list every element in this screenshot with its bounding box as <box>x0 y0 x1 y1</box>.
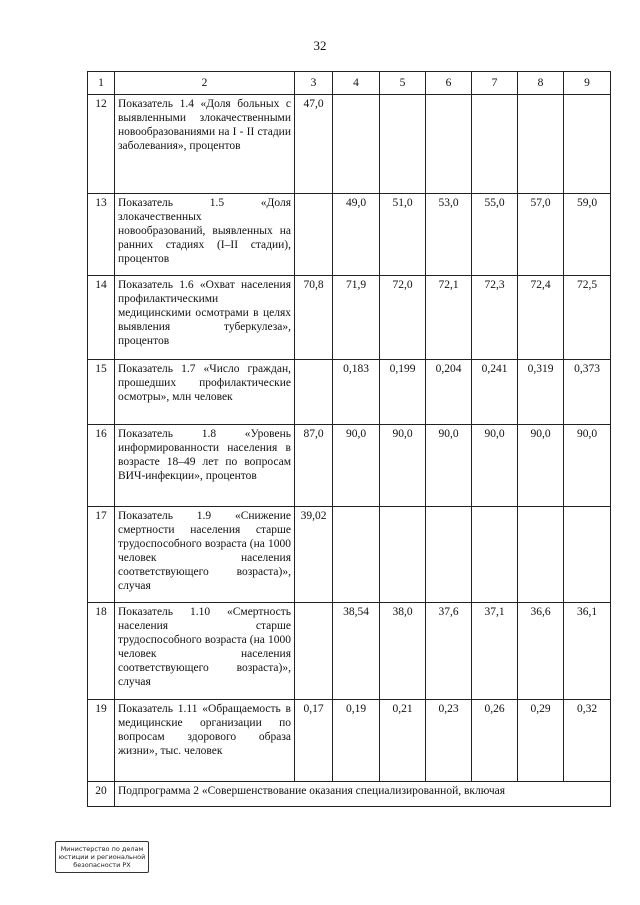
value-col-3 <box>295 603 333 700</box>
value-col-6: 37,6 <box>426 603 472 700</box>
value-col-9: 0,32 <box>564 700 611 782</box>
header-col-2: 2 <box>115 72 295 95</box>
value-col-9: 90,0 <box>564 425 611 507</box>
indicator-description: Показатель 1.11 «Обращаемость в медицинские организации по вопросам здорового образа жизни», тыс. человек <box>115 700 295 782</box>
header-col-6: 6 <box>426 72 472 95</box>
value-col-7 <box>472 507 518 603</box>
value-col-5: 51,0 <box>380 194 426 276</box>
value-col-4: 0,183 <box>333 360 380 425</box>
row-number: 16 <box>88 425 115 507</box>
value-col-3: 0,17 <box>295 700 333 782</box>
header-col-4: 4 <box>333 72 380 95</box>
value-col-4: 49,0 <box>333 194 380 276</box>
header-col-9: 9 <box>564 72 611 95</box>
value-col-7: 55,0 <box>472 194 518 276</box>
subprogram-title: Подпрограмма 2 «Совершенствование оказания специализированной, включая <box>115 782 611 807</box>
value-col-8 <box>518 95 564 194</box>
value-col-6: 0,204 <box>426 360 472 425</box>
indicator-description: Показатель 1.7 «Число граждан, прошедших профилактические осмотры», млн человек <box>115 360 295 425</box>
table-row <box>88 782 611 807</box>
value-col-4: 0,19 <box>333 700 380 782</box>
value-col-7: 90,0 <box>472 425 518 507</box>
indicator-description: Показатель 1.6 «Охват населения профилактическими медицинскими осмотрами в целях выявления туберкулеза», процентов <box>115 276 295 360</box>
table-row <box>88 194 611 276</box>
value-col-4 <box>333 507 380 603</box>
value-col-7 <box>472 95 518 194</box>
table-row <box>88 603 611 700</box>
value-col-6: 53,0 <box>426 194 472 276</box>
indicators-table <box>87 71 611 807</box>
table-row <box>88 700 611 782</box>
row-number: 15 <box>88 360 115 425</box>
value-col-4 <box>333 95 380 194</box>
value-col-5 <box>380 95 426 194</box>
indicator-description: Показатель 1.10 «Смертность населения старше трудоспособного возраста (на 1000 человек населения соответствующего возраста)», случая <box>115 603 295 700</box>
header-col-7: 7 <box>472 72 518 95</box>
value-col-3: 70,8 <box>295 276 333 360</box>
stamp-line: безопасности РХ <box>73 861 131 869</box>
value-col-6 <box>426 95 472 194</box>
value-col-9 <box>564 507 611 603</box>
value-col-9: 0,373 <box>564 360 611 425</box>
value-col-7: 37,1 <box>472 603 518 700</box>
row-number: 17 <box>88 507 115 603</box>
value-col-9: 72,5 <box>564 276 611 360</box>
value-col-7: 72,3 <box>472 276 518 360</box>
value-col-8: 90,0 <box>518 425 564 507</box>
indicator-description: Показатель 1.4 «Доля больных с выявленными злокачественными новообразованиями на I - II стадии заболевания», процентов <box>115 95 295 194</box>
stamp-line: юстиции и региональной <box>58 853 146 861</box>
indicator-description: Показатель 1.9 «Снижение смертности населения старше трудоспособного возраста (на 1000 человек населения соответствующего возраста)», случая <box>115 507 295 603</box>
indicator-description: Показатель 1.5 «Доля злокачественных новообразований, выявленных на ранних стадиях (I–II стадии), процентов <box>115 194 295 276</box>
row-number: 14 <box>88 276 115 360</box>
value-col-6: 72,1 <box>426 276 472 360</box>
value-col-5: 38,0 <box>380 603 426 700</box>
value-col-9 <box>564 95 611 194</box>
value-col-5: 0,21 <box>380 700 426 782</box>
header-col-1: 1 <box>88 72 115 95</box>
header-col-8: 8 <box>518 72 564 95</box>
table-row <box>88 425 611 507</box>
value-col-3 <box>295 194 333 276</box>
page-number: 32 <box>313 38 327 53</box>
value-col-3: 87,0 <box>295 425 333 507</box>
row-number: 13 <box>88 194 115 276</box>
value-col-5: 0,199 <box>380 360 426 425</box>
value-col-4: 71,9 <box>333 276 380 360</box>
table-row <box>88 360 611 425</box>
value-col-3: 39,02 <box>295 507 333 603</box>
value-col-8: 72,4 <box>518 276 564 360</box>
value-col-6: 90,0 <box>426 425 472 507</box>
value-col-6 <box>426 507 472 603</box>
value-col-8: 0,29 <box>518 700 564 782</box>
value-col-8: 57,0 <box>518 194 564 276</box>
value-col-9: 36,1 <box>564 603 611 700</box>
table-row <box>88 507 611 603</box>
indicator-description: Показатель 1.8 «Уровень информированности населения в возрасте 18–49 лет по вопросам ВИЧ-инфекции», процентов <box>115 425 295 507</box>
value-col-6: 0,23 <box>426 700 472 782</box>
value-col-7: 0,241 <box>472 360 518 425</box>
header-col-5: 5 <box>380 72 426 95</box>
row-number: 19 <box>88 700 115 782</box>
value-col-9: 59,0 <box>564 194 611 276</box>
value-col-3: 47,0 <box>295 95 333 194</box>
row-number: 12 <box>88 95 115 194</box>
table-row <box>88 276 611 360</box>
ministry-stamp <box>55 841 149 873</box>
value-col-3 <box>295 360 333 425</box>
row-number: 18 <box>88 603 115 700</box>
value-col-8: 36,6 <box>518 603 564 700</box>
value-col-7: 0,26 <box>472 700 518 782</box>
table-row <box>88 95 611 194</box>
header-col-3: 3 <box>295 72 333 95</box>
stamp-line: Министерство по делам <box>60 845 144 853</box>
value-col-5 <box>380 507 426 603</box>
value-col-5: 90,0 <box>380 425 426 507</box>
value-col-8 <box>518 507 564 603</box>
value-col-4: 38,54 <box>333 603 380 700</box>
value-col-8: 0,319 <box>518 360 564 425</box>
row-number: 20 <box>88 782 115 807</box>
value-col-4: 90,0 <box>333 425 380 507</box>
value-col-5: 72,0 <box>380 276 426 360</box>
table-header-row <box>88 72 611 95</box>
